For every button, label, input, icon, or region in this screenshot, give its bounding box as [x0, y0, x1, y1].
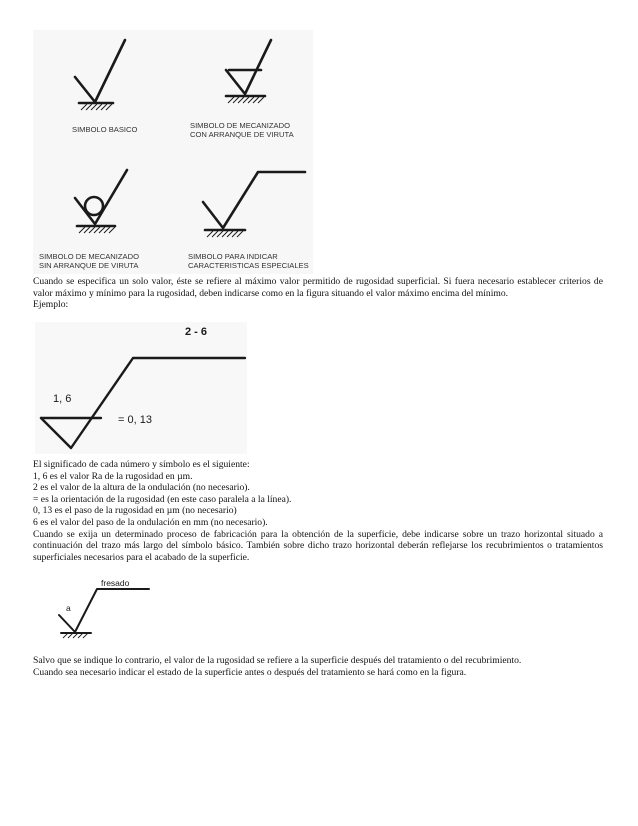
process-value-label: a	[66, 603, 71, 613]
surface-symbols-figure	[33, 30, 313, 274]
meaning-line: = es la orientación de la rugosidad (en este caso paralela a la línea).	[33, 493, 292, 505]
no-removal-symbol-label-2: SIN ARRANQUE DE VIRUTA	[39, 261, 139, 270]
meaning-line: 1, 6 es el valor Ra de la rugosidad en µm.	[33, 470, 193, 482]
process-symbol-icon	[59, 589, 149, 632]
meaning-line: 6 es el valor del paso de la ondulación en mm (no necesario).	[33, 516, 268, 528]
special-symbol-label-2: CARACTERISTICAS ESPECIALES	[188, 261, 309, 270]
meaning-line: 2 es el valor de la altura de la ondulación (no necesario).	[33, 482, 250, 494]
wave-value-label: 2 - 6	[185, 326, 208, 338]
process-paragraph: Cuando se exija un determinado proceso de fabricación para la obtención de la superficie, debe indicarse sobre un trazo horizontal situado a continuación del trazo más largo del símbolo básico. También sobre dicho trazo horizontal deberán reflejarse los recubrimientos o tratamientos superficiales necesarios para el acabado de la superficie.	[33, 528, 603, 563]
process-figure	[55, 577, 155, 639]
roughness-example-drawing	[35, 322, 247, 454]
roughness-example-figure	[35, 322, 247, 454]
machining-symbol-label-2: CON ARRANQUE DE VIRUTA	[190, 130, 294, 139]
process-label: fresado	[101, 578, 130, 588]
example-label: Ejemplo:	[33, 299, 69, 311]
process-drawing	[55, 577, 155, 639]
meaning-line: 0, 13 es el paso de la rugosidad en µm (no necesario)	[33, 505, 237, 517]
surface-symbols-drawing	[33, 30, 313, 274]
intro-paragraph: Cuando se especifica un solo valor, éste se refiere al máximo valor permitido de rugosidad superficial. Si fuera necesario establecer criterios de valor máximo y mínimo para la rugosidad, deben indicarse como en la figura situando el valor máximo encima del mínimo.	[33, 276, 603, 299]
final-paragraph-2: Cuando sea necesario indicar el estado de la superficie antes o después del tratamiento se hará como en la figura.	[33, 666, 467, 678]
no-removal-symbol-label-1: SIMBOLO DE MECANIZADO	[39, 252, 139, 261]
final-paragraph-1: Salvo que se indique lo contrario, el valor de la rugosidad se refiere a la superficie después del tratamiento o del recubrimiento.	[33, 655, 522, 666]
intro-block	[33, 276, 603, 311]
meaning-line: El significado de cada número y símbolo es el siguiente:	[33, 459, 250, 470]
final-block	[33, 655, 603, 678]
ra-value-label: 1, 6	[53, 393, 72, 405]
special-symbol-label-1: SIMBOLO PARA INDICAR	[188, 252, 278, 261]
machining-symbol-label-1: SIMBOLO DE MECANIZADO	[190, 121, 290, 130]
meaning-block	[33, 459, 603, 563]
lay-value-label: = 0, 13	[118, 414, 152, 426]
basic-symbol-label: SIMBOLO BASICO	[72, 125, 138, 134]
